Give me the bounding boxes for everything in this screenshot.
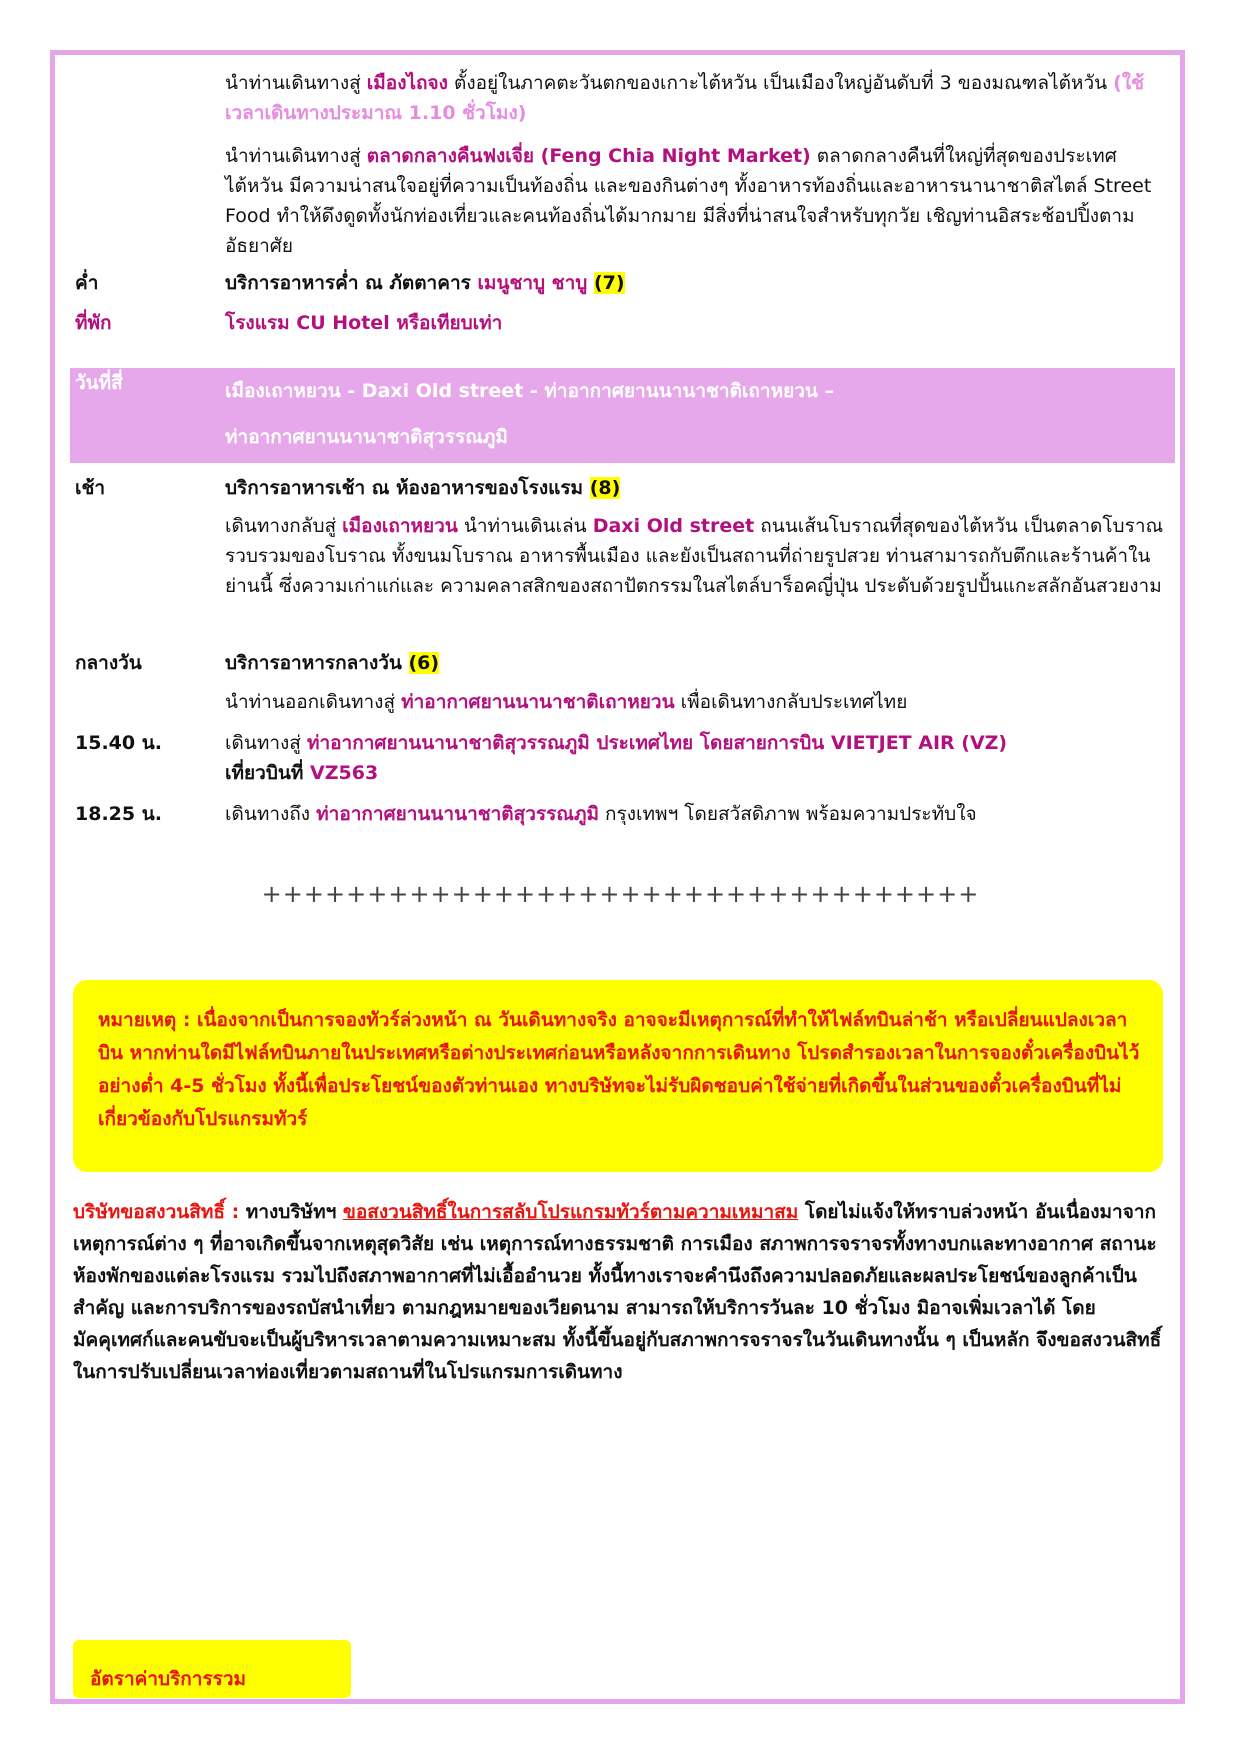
text-part: นำท่านออกเดินทางสู่ [225,691,402,713]
text-part: นำท่านเดินทางสู่ [225,72,367,94]
text-part: ทางบริษัทฯ [239,1201,343,1223]
breakfast-label: เช้า [75,477,106,499]
dinner-label: ค่ำ [75,272,99,294]
rights-highlight: ขอสงวนสิทธิ์ในการสลับโปรแกรมทัวร์ตามความเหมาสม [342,1201,799,1223]
rights-title: บริษัทขอสงวนสิทธิ์ : [73,1201,240,1223]
lunch-label: กลางวัน [75,652,142,674]
flight-text [225,728,1165,788]
market-name: ตลาดกลางคืนฟงเจี่ย (Feng Chia Night Market) [366,145,811,167]
text-part: เดินทางกลับสู่ [225,515,343,537]
meal-count-badge: (7) [593,272,625,294]
daxi-street-name: Daxi Old street [592,515,755,537]
day4-label: วันที่สี่ [75,372,123,394]
text-part: นำท่านเดินเล่น [457,515,593,537]
text-part: กรุงเทพฯ โดยสวัสดิภาพ พร้อมความประทับใจ [599,803,977,825]
page-border [50,50,1185,1704]
flight-number: VZ563 [310,762,379,784]
fengchia-text [225,141,1165,261]
day4-route-line2: ท่าอากาศยานนานาชาติสุวรรณภูมิ [225,426,508,448]
remark-box: หมายเหตุ : เนื่องจากเป็นการจองทัวร์ล่วงหน้า ณ วันเดินทางจริง อาจจะมีเหตุการณ์ที่ทำให้ไฟล์ทบินล่าช้า หรือเปลี่ยนแปลงเวลาบิน หากท่านใดมีไฟล์ทบินภายในประเทศหรือต่างประเทศก่อนหรือหลังจากการเดินทาง โปรดสำรองเวลาในการจองตั๋วเครื่องบินไว้อย่างต่ำ 4-5 ชั่วโมง ทั้งนี้เพื่อประโยชน์ของตัวท่านเอง ทางบริษัทจะไม่รับผิดชอบค่าใช้จ่ายที่เกิดขึ้นในส่วนของตั๋วเครื่องบินที่ไม่เกี่ยวข้องกับโปรแกรมทัวร์ [73,980,1163,1172]
text-part: บริการอาหารกลางวัน [225,652,409,674]
text-part: ตั้งอยู่ในภาคตะวันตกของเกาะไต้หวัน เป็นเมืองใหญ่อันดับที่ 3 ของมณฑลไต้หวัน [447,72,1114,94]
city-taoyuan: เมืองเถาหยวน [342,515,458,537]
text-part: บริการอาหารเช้า ณ ห้องอาหารของโรงแรม [225,477,590,499]
meal-count-badge: (8) [589,477,621,499]
suvarnabhumi-airport: ท่าอากาศยานนานาชาติสุวรรณภูมิ [316,803,599,825]
day4-header [70,368,1175,463]
text-part: เที่ยวบินที่ [225,762,311,784]
plus-separator: ++++++++++++++++++++++++++++++++++ [261,880,980,908]
hotel-name: โรงแรม CU Hotel หรือเทียบเท่า [225,312,503,334]
meal-count-badge: (6) [408,652,440,674]
lunch-text [225,648,1165,678]
flight-time: 15.40 น. [75,732,162,754]
rights-paragraph [73,1196,1168,1388]
dinner-text [225,268,1165,298]
dinner-menu: เมนูชาบู ชาบู [477,272,588,294]
daxi-text [225,511,1165,601]
depart-text [225,687,1165,717]
text-part: ถนนเส้นโบราณที่สุดของไต้หวัน เป็นตลาดโบราณ รวบรวมของโบราณ ทั้งขนมโบราณ อาหารพื้นเมือง และยังเป็นสถานที่ถ่ายรูปสวย ท่านสามารถกับตึกและร้านค้าในย่านนี้ ซึ่งความเก่าแก่และ ความคลาสสิกของสถาปัตกรรมในสไตล์บาร็อคญี่ปุ่น ประดับด้วยรูปปั้นแกะสลักอันสวยงาม [225,515,1164,597]
text-part: เดินทางสู่ [225,732,307,754]
arrival-time: 18.25 น. [75,803,162,825]
text-part: ตลาดกลางคืนที่ใหญ่ที่สุดของประเทศไต้หวัน มีความน่าสนใจอยู่ที่ความเป็นท้องถิ่น และของกินต่างๆ ทั้งอาหารท้องถิ่นและอาหารนานาชาติสไตล์ Street Food ทำให้ดึงดูดทั้งนักท่องเที่ยวและคนท้องถิ่นได้มากมาย มีสิ่งที่น่าสนใจสำหรับทุกวัย เชิญท่านอิสระช้อปปิ้งตามอัธยาศัย [225,145,1152,257]
taichung-text [225,68,1165,128]
text-part: นำท่านเดินทางสู่ [225,145,367,167]
travel-time: (ใช้เวลาเดินทางประมาณ 1.10 ชั่วโมง) [225,72,1144,124]
text-part: บริการอาหารค่ำ ณ ภัตตาคาร [225,272,478,294]
taoyuan-airport: ท่าอากาศยานนานาชาติเถาหยวน [401,691,675,713]
rate-heading: อัตราค่าบริการรวม [73,1640,351,1698]
text-part: เดินทางถึง [225,803,317,825]
breakfast-text [225,473,1165,503]
flight-destination: ท่าอากาศยานนานาชาติสุวรรณภูมิ ประเทศไทย โดยสายการบิน VIETJET AIR (VZ) [306,732,1008,754]
arrival-text [225,799,1165,829]
text-part: โดยไม่แจ้งให้ทราบล่วงหน้า อันเนื่องมาจากเหตุการณ์ต่าง ๆ ที่อาจเกิดขึ้นจากเหตุสุดวิสัย เช่น เหตุการณ์ทางธรรมชาติ การเมือง สภาพการจราจรทั้งทางบกและทางอากาศ สถานะห้องพักของแต่ละโรงแรม รวมไปถึงสภาพอากาศที่ไม่เอื้ออำนวย ทั้งนี้ทางเราจะคำนึงถึงความปลอดภัยและผลประโยชน์ของลูกค้าเป็นสำคัญ และการบริการของรถบัสนำเที่ยว ตามกฎหมายของเวียดนาม สามารถให้บริการวันละ 10 ชั่วโมง มิอาจเพิ่มเวลาได้ โดยมัคคุเทศก์และคนขับจะเป็นผู้บริหารเวลาตามความเหมาะสม ทั้งนี้ขึ้นอยู่กับสภาพการจราจรในวันเดินทางนั้น ๆ เป็นหลัก จึงขอสงวนสิทธิ์ในการปรับเปลี่ยนเวลาท่องเที่ยวตามสถานที่ในโปรแกรมการเดินทาง [73,1201,1162,1383]
city-taichung: เมืองไถจง [366,72,448,94]
day4-route-line1: เมืองเถาหยวน - Daxi Old street - ท่าอากาศยานนานาชาติเถาหยวน – [225,380,835,402]
text-part: เพื่อเดินทางกลับประเทศไทย [674,691,908,713]
day4-route [225,368,1165,460]
hotel-label: ที่พัก [75,312,112,334]
